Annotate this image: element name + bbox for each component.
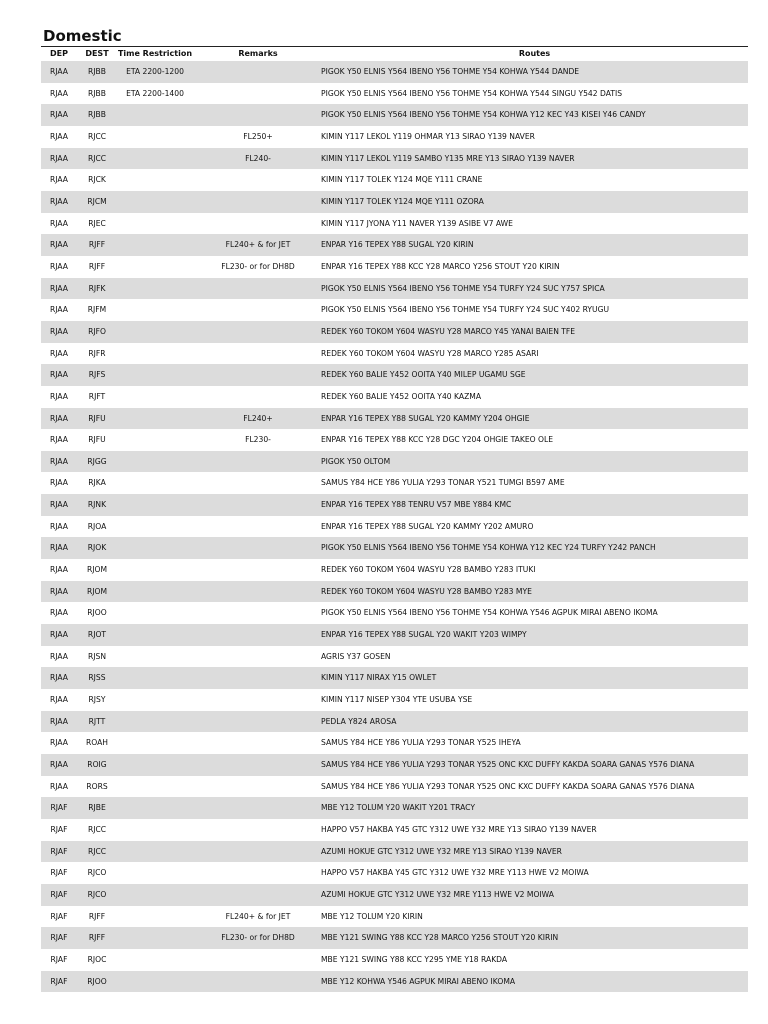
cell-dep: RJAA — [50, 630, 68, 640]
cell-route: SAMUS Y84 HCE Y86 YULIA Y293 TONAR Y525 IHEYA — [321, 738, 521, 748]
cell-dep: RJAF — [50, 933, 68, 943]
cell-dep: RJAA — [50, 760, 68, 769]
cell-dest: RJSY — [88, 695, 106, 705]
cell-dest: RJSN — [87, 651, 107, 661]
cell-dep: RJAA — [50, 326, 68, 336]
cell-dest: RJFF — [88, 240, 106, 250]
cell-dest: RJCO — [87, 868, 107, 878]
routes-table — [41, 61, 748, 992]
cell-route: KIMIN Y117 NIRAX Y15 OWLET — [321, 673, 437, 683]
cell-dest: RJOM — [86, 586, 108, 596]
cell-dep: RJAA — [50, 413, 68, 423]
cell-dest: RJFU — [88, 413, 106, 423]
cell-dest: RJOK — [87, 543, 107, 553]
table-row — [41, 61, 748, 83]
cell-route: REDEK Y60 TOKOM Y604 WASYU Y28 MARCO Y45 YANAI BAIEN TFE — [321, 326, 576, 336]
table-row — [41, 711, 748, 733]
header-dep: DEP — [50, 49, 68, 58]
cell-dep: RJAF — [50, 803, 68, 813]
table-row — [41, 581, 748, 603]
cell-route: PIGOK Y50 ELNIS Y564 IBENO Y56 TOHME Y54 KOHWA Y544 SINGU Y542 DATIS — [321, 88, 623, 98]
cell-dep: RJAA — [50, 456, 68, 466]
cell-dep: RJAA — [50, 608, 68, 618]
table-row — [41, 299, 748, 321]
cell-dest: RJFR — [88, 348, 106, 358]
table-row — [41, 624, 748, 646]
table-row — [41, 949, 748, 971]
cell-route: ENPAR Y16 TEPEX Y88 SUGAL Y20 KAMMY Y202 AMURO — [321, 521, 534, 531]
cell-route: AZUMI HOKUE GTC Y312 UWE Y32 MRE Y113 HWE V2 MOIWA — [321, 889, 554, 899]
cell-dest: RJCK — [88, 175, 106, 185]
table-row — [41, 364, 748, 386]
cell-dep: RJAA — [50, 521, 68, 531]
cell-dest: RJCC — [87, 824, 107, 834]
table-row — [41, 321, 748, 343]
cell-dep: RJAF — [50, 824, 68, 834]
table-row — [41, 646, 748, 668]
cell-dep: RJAF — [50, 954, 68, 964]
cell-dep: RJAA — [50, 218, 68, 228]
cell-dest: ROIG — [87, 760, 107, 769]
table-row — [41, 559, 748, 581]
cell-remarks: FL250+ — [243, 131, 273, 141]
cell-dest: RJTT — [88, 716, 106, 726]
cell-dep: RJAA — [50, 305, 68, 315]
cell-dep: RJAF — [50, 846, 68, 856]
table-row — [41, 776, 748, 798]
cell-dest: RJOC — [87, 954, 107, 964]
cell-dest: RJOT — [87, 630, 107, 640]
cell-dep: RJAA — [50, 153, 68, 163]
cell-dep: RJAA — [50, 781, 68, 791]
cell-time-restriction: ETA 2200-1400 — [126, 88, 184, 98]
cell-dest: RJFF — [88, 911, 106, 921]
cell-dep: RJAA — [50, 261, 68, 271]
table-row — [41, 278, 748, 300]
cell-dep: RJAA — [50, 478, 68, 488]
page-title: Domestic — [43, 27, 122, 45]
cell-remarks: FL240+ & for JET — [225, 911, 291, 921]
cell-route: PIGOK Y50 ELNIS Y564 IBENO Y56 TOHME Y54 TURFY Y24 SUC Y757 SPICA — [321, 283, 605, 293]
cell-route: KIMIN Y117 LEKOL Y119 OHMAR Y13 SIRAO Y139 NAVER — [321, 131, 535, 141]
table-header — [41, 46, 748, 62]
cell-dest: RJOM — [86, 565, 108, 575]
cell-dep: RJAA — [50, 283, 68, 293]
table-row — [41, 148, 748, 170]
cell-dest: RJFU — [88, 435, 106, 445]
cell-dest: RJNK — [87, 500, 107, 510]
cell-remarks: FL230- or for DH8D — [221, 261, 295, 271]
cell-dep: RJAF — [50, 911, 68, 921]
cell-dep: RJAF — [50, 976, 68, 986]
table-row — [41, 234, 748, 256]
cell-route: SAMUS Y84 HCE Y86 YULIA Y293 TONAR Y521 TUMGI B597 AME — [321, 478, 565, 488]
cell-dest: RORS — [86, 781, 108, 791]
table-row — [41, 256, 748, 278]
cell-route: PEDLA Y824 AROSA — [321, 716, 397, 726]
cell-remarks: FL240+ & for JET — [225, 240, 291, 250]
cell-dest: RJKA — [88, 478, 106, 488]
cell-dest: RJBB — [88, 88, 106, 98]
cell-dest: RJCC — [87, 153, 107, 163]
table-row — [41, 429, 748, 451]
cell-dep: RJAA — [50, 391, 68, 401]
cell-dep: RJAA — [50, 435, 68, 445]
table-row — [41, 451, 748, 473]
cell-route: MBE Y12 TOLUM Y20 KIRIN — [321, 911, 423, 921]
cell-route: KIMIN Y117 LEKOL Y119 SAMBO Y135 MRE Y13 SIRAO Y139 NAVER — [321, 153, 575, 163]
table-row — [41, 927, 748, 949]
table-row — [41, 104, 748, 126]
cell-route: HAPPO V57 HAKBA Y45 GTC Y312 UWE Y32 MRE Y113 HWE V2 MOIWA — [321, 868, 589, 878]
cell-dep: RJAA — [50, 673, 68, 683]
cell-route: PIGOK Y50 OLTOM — [321, 456, 391, 466]
cell-route: MBE Y121 SWING Y88 KCC Y295 YME Y18 RAKDA — [321, 954, 508, 964]
table-row — [41, 754, 748, 776]
cell-dest: RJOO — [87, 608, 107, 618]
cell-route: REDEK Y60 BALIE Y452 OOITA Y40 MILEP UGAMU SGE — [321, 370, 526, 380]
cell-dep: RJAA — [50, 88, 68, 98]
cell-dep: RJAA — [50, 196, 68, 206]
cell-dest: RJCO — [87, 889, 107, 899]
cell-route: HAPPO V57 HAKBA Y45 GTC Y312 UWE Y32 MRE Y13 SIRAO Y139 NAVER — [321, 824, 597, 834]
table-row — [41, 126, 748, 148]
table-row — [41, 906, 748, 928]
cell-dep: RJAA — [50, 110, 68, 120]
cell-dep: RJAA — [50, 240, 68, 250]
cell-route: KIMIN Y117 TOLEK Y124 MQE Y111 CRANE — [321, 175, 483, 185]
table-row — [41, 732, 748, 754]
table-row — [41, 602, 748, 624]
cell-route: ENPAR Y16 TEPEX Y88 KCC Y28 DGC Y204 OHGIE TAKEO OLE — [321, 435, 554, 445]
table-row — [41, 343, 748, 365]
cell-dest: RJBB — [88, 67, 106, 76]
cell-dest: RJFF — [88, 933, 106, 943]
table-row — [41, 408, 748, 430]
cell-route: REDEK Y60 TOKOM Y604 WASYU Y28 BAMBO Y283 ITUKI — [321, 565, 536, 575]
table-row — [41, 862, 748, 884]
cell-remarks: FL230- or for DH8D — [221, 933, 295, 943]
cell-dest: RJFK — [88, 283, 106, 293]
cell-route: PIGOK Y50 ELNIS Y564 IBENO Y56 TOHME Y54 KOHWA Y12 KEC Y43 KISEI Y46 CANDY — [321, 110, 646, 120]
cell-route: ENPAR Y16 TEPEX Y88 KCC Y28 MARCO Y256 STOUT Y20 KIRIN — [321, 261, 560, 271]
cell-route: MBE Y12 KOHWA Y546 AGPUK MIRAI ABENO IKOMA — [321, 976, 516, 986]
cell-dest: RJFO — [88, 326, 106, 336]
cell-dest: RJCC — [87, 846, 107, 856]
cell-time-restriction: ETA 2200-1200 — [126, 67, 184, 76]
cell-route: KIMIN Y117 JYONA Y11 NAVER Y139 ASIBE V7 AWE — [321, 218, 513, 228]
cell-dep: RJAA — [50, 67, 68, 76]
cell-route: AZUMI HOKUE GTC Y312 UWE Y32 MRE Y13 SIRAO Y139 NAVER — [321, 846, 562, 856]
cell-route: SAMUS Y84 HCE Y86 YULIA Y293 TONAR Y525 ONC KXC DUFFY KAKDA SOARA GANAS Y576 DIANA — [321, 781, 695, 791]
cell-dep: RJAA — [50, 131, 68, 141]
cell-route: ENPAR Y16 TEPEX Y88 SUGAL Y20 KIRIN — [321, 240, 474, 250]
table-row — [41, 689, 748, 711]
table-row — [41, 841, 748, 863]
cell-remarks: FL240- — [245, 153, 271, 163]
header-time-restriction: Time Restriction — [117, 49, 193, 58]
cell-dest: RJCC — [87, 131, 107, 141]
table-row — [41, 971, 748, 993]
table-row — [41, 797, 748, 819]
table-row — [41, 213, 748, 235]
cell-dest: ROAH — [85, 738, 109, 748]
cell-dest: RJBE — [88, 803, 106, 813]
cell-dest: RJFT — [88, 391, 106, 401]
cell-dep: RJAA — [50, 565, 68, 575]
cell-dest: RJFF — [88, 261, 106, 271]
cell-remarks: FL240+ — [243, 413, 273, 423]
table-row — [41, 884, 748, 906]
cell-dest: RJSS — [88, 673, 106, 683]
table-row — [41, 83, 748, 105]
cell-dep: RJAA — [50, 738, 68, 748]
table-row — [41, 386, 748, 408]
cell-dep: RJAA — [50, 175, 68, 185]
cell-route: PIGOK Y50 ELNIS Y564 IBENO Y56 TOHME Y54 TURFY Y24 SUC Y402 RYUGU — [321, 305, 610, 315]
cell-dep: RJAA — [50, 500, 68, 510]
cell-dest: RJGG — [87, 456, 107, 466]
cell-route: KIMIN Y117 NISEP Y304 YTE USUBA YSE — [321, 695, 473, 705]
cell-route: AGRIS Y37 GOSEN — [321, 651, 391, 661]
cell-dep: RJAA — [50, 370, 68, 380]
header-routes: Routes — [518, 49, 551, 58]
header-remarks: Remarks — [238, 49, 278, 58]
table-row — [41, 472, 748, 494]
header-dest: DEST — [85, 49, 109, 58]
cell-route: REDEK Y60 BALIE Y452 OOITA Y40 KAZMA — [321, 391, 482, 401]
cell-dep: RJAF — [50, 868, 68, 878]
cell-route: PIGOK Y50 ELNIS Y564 IBENO Y56 TOHME Y54 KOHWA Y546 AGPUK MIRAI ABENO IKOMA — [321, 608, 658, 618]
cell-route: ENPAR Y16 TEPEX Y88 SUGAL Y20 KAMMY Y204 OHGIE — [321, 413, 530, 423]
table-row — [41, 667, 748, 689]
cell-dest: RJCM — [87, 196, 107, 206]
cell-route: SAMUS Y84 HCE Y86 YULIA Y293 TONAR Y525 ONC KXC DUFFY KAKDA SOARA GANAS Y576 DIANA — [321, 760, 695, 769]
cell-dest: RJBB — [88, 110, 106, 120]
cell-dep: RJAA — [50, 543, 68, 553]
cell-remarks: FL230- — [245, 435, 271, 445]
cell-route: KIMIN Y117 TOLEK Y124 MQE Y111 OZORA — [321, 196, 484, 206]
cell-route: REDEK Y60 TOKOM Y604 WASYU Y28 BAMBO Y283 MYE — [321, 586, 532, 596]
cell-dep: RJAF — [50, 889, 68, 899]
table-row — [41, 516, 748, 538]
cell-route: PIGOK Y50 ELNIS Y564 IBENO Y56 TOHME Y54 KOHWA Y12 KEC Y24 TURFY Y242 PANCH — [321, 543, 656, 553]
cell-dest: RJFS — [88, 370, 106, 380]
cell-route: MBE Y121 SWING Y88 KCC Y28 MARCO Y256 STOUT Y20 KIRIN — [321, 933, 559, 943]
cell-dest: RJOA — [87, 521, 107, 531]
cell-dep: RJAA — [50, 716, 68, 726]
cell-dep: RJAA — [50, 651, 68, 661]
cell-route: ENPAR Y16 TEPEX Y88 SUGAL Y20 WAKIT Y203 WIMPY — [321, 630, 527, 640]
table-row — [41, 169, 748, 191]
cell-route: REDEK Y60 TOKOM Y604 WASYU Y28 MARCO Y285 ASARI — [321, 348, 539, 358]
cell-dest: RJOO — [87, 976, 107, 986]
cell-route: PIGOK Y50 ELNIS Y564 IBENO Y56 TOHME Y54 KOHWA Y544 DANDE — [321, 67, 580, 76]
table-row — [41, 494, 748, 516]
table-row — [41, 819, 748, 841]
cell-dep: RJAA — [50, 695, 68, 705]
cell-route: MBE Y12 TOLUM Y20 WAKIT Y201 TRACY — [321, 803, 475, 813]
cell-route: ENPAR Y16 TEPEX Y88 TENRU V57 MBE Y884 KMC — [321, 500, 512, 510]
table-row — [41, 191, 748, 213]
cell-dep: RJAA — [50, 348, 68, 358]
table-row — [41, 537, 748, 559]
cell-dest: RJEC — [88, 218, 106, 228]
cell-dep: RJAA — [50, 586, 68, 596]
cell-dest: RJFM — [87, 305, 107, 315]
